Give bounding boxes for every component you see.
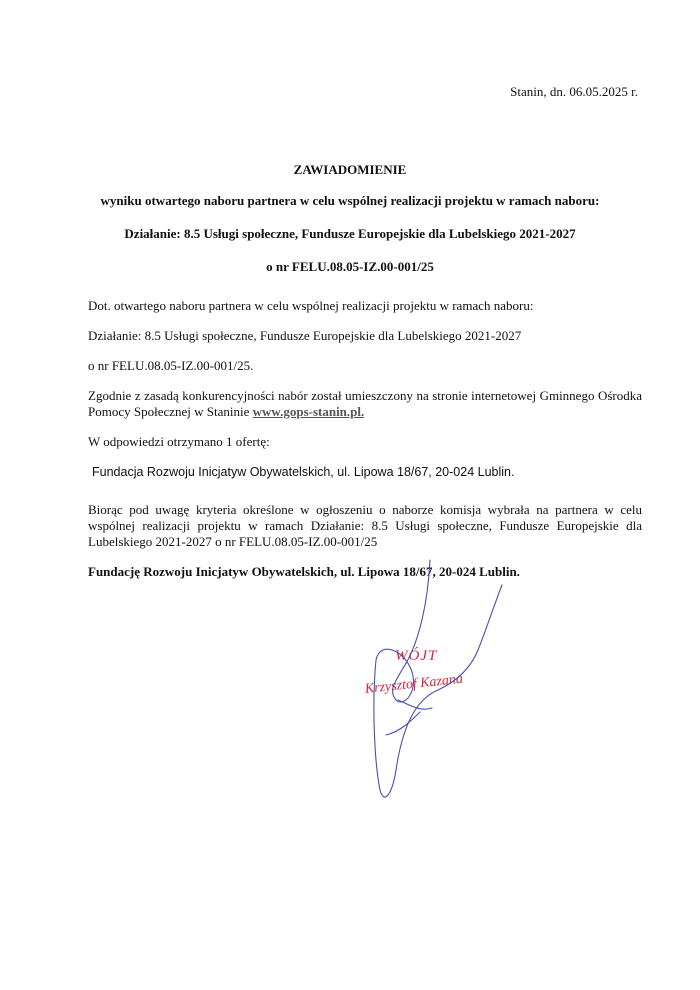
stamp-name: Krzysztof Kazana (364, 671, 464, 697)
notice-title: ZAWIADOMIENIE (293, 162, 407, 177)
place-date: Stanin, dn. 06.05.2025 r. (510, 84, 638, 99)
body-paragraph-ref: Dot. otwartego naboru partnera w celu wspólnej realizacji projektu w ramach naboru: (88, 298, 534, 313)
body-paragraph-publication (88, 388, 642, 420)
notice-title-block (0, 162, 700, 292)
website-link[interactable]: www.gops-stanin.pl (252, 404, 362, 419)
notice-subtitle-line-2: Działanie: 8.5 Usługi społeczne, Fundusze Europejskie dla Lubelskiego 2021-2027 (124, 226, 576, 241)
body-paragraph-decision: Biorąc pod uwagę kryteria określone w ogłoszeniu o naborze komisja wybrała na partnera w celu wspólnej realizacji projektu w ramach Działanie: 8.5 Usługi społeczne, Fundusze Europejskie dla Lubelskiego 2021-2027 o nr FELU.08.05-IZ.00-001/25 (88, 502, 642, 549)
selected-partner: Fundację Rozwoju Inicjatyw Obywatelskich, ul. Lipowa 18/67, 20-024 Lublin. (88, 564, 520, 579)
offer-item: Fundacja Rozwoju Inicjatyw Obywatelskich, ul. Lipowa 18/67, 20-024 Lublin. (92, 465, 515, 479)
body-paragraph-offers: W odpowiedzi otrzymano 1 ofertę: (88, 434, 270, 449)
body-paragraph-action: Działanie: 8.5 Usługi społeczne, Fundusze Europejskie dla Lubelskiego 2021-2027 (88, 328, 522, 343)
notice-subtitle-line-1: wyniku otwartego naboru partnera w celu wspólnej realizacji projektu w ramach naboru: (100, 193, 600, 208)
website-link-end: . (361, 404, 365, 419)
stamp-title: WÓJT (395, 648, 438, 664)
notice-subtitle-line-3: o nr FELU.08.05-IZ.00-001/25 (266, 259, 434, 274)
publication-text: Zgodnie z zasadą konkurencyjności nabór został umieszczony na stronie internetowej Gminnego Ośrodka Pomocy Społecznej w Staninie (88, 388, 642, 419)
body-paragraph-number: o nr FELU.08.05-IZ.00-001/25. (88, 358, 254, 373)
notice-body (88, 298, 642, 594)
